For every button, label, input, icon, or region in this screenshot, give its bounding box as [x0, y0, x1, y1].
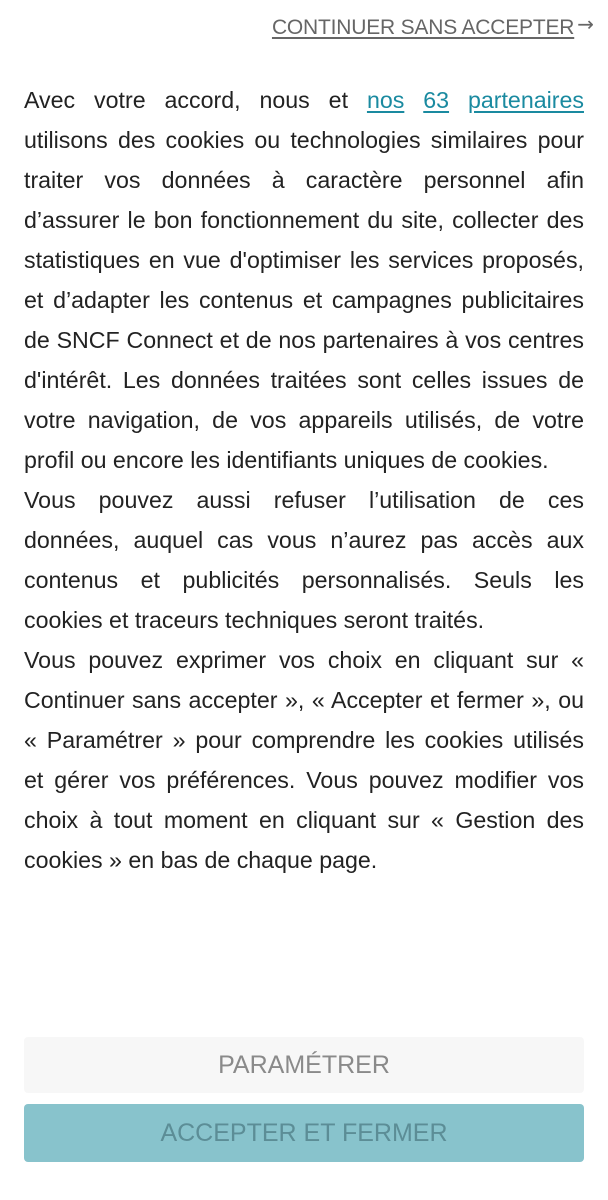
top-bar	[271, 12, 594, 40]
consent-text	[24, 80, 584, 880]
partners-link[interactable]: partenaires	[467, 87, 584, 113]
intro-text: Avec votre accord, nous et	[24, 87, 367, 113]
consent-paragraph-2: Vous pouvez aussi refuser l’utilisation de ces données, auquel cas vous n’aurez pas accès aux contenus et publicités personnalisés. Seuls les cookies et traceurs techniques seront traités.	[24, 487, 584, 633]
consent-paragraph-1	[24, 80, 584, 480]
intro-text-continued: utilisons des cookies ou technologies similaires pour traiter vos données à caractère personnel afin d’assurer le bon fonctionnement du site, collecter des statistiques en vue d'optimiser les services proposés, et d’adapter les contenus et campagnes publicitaires de SNCF Connect et de nos partenaires à vos centres d'intérêt. Les données traitées sont celles issues de votre navigation, de vos appareils utilisés, de votre profil ou encore les identifiants uniques de cookies.	[24, 127, 584, 473]
settings-button[interactable]: PARAMÉTRER	[24, 1037, 584, 1093]
partners-link-nos[interactable]: nos	[366, 87, 405, 113]
arrow-right-icon[interactable]: →	[577, 12, 594, 36]
continue-without-accepting-link[interactable]: CONTINUER SANS ACCEPTER	[271, 16, 575, 39]
consent-paragraph-3: Vous pouvez exprimer vos choix en cliquant sur « Continuer sans accepter », « Accepter et fermer », ou « Paramétrer » pour comprendre les cookies utilisés et gérer vos préférences. Vous pouvez modifier vos choix à tout moment en cliquant sur « Gestion des cookies » en bas de chaque page.	[24, 647, 584, 873]
partners-link-count[interactable]: 63	[423, 87, 450, 113]
accept-and-close-button[interactable]: ACCEPTER ET FERMER	[24, 1104, 584, 1162]
